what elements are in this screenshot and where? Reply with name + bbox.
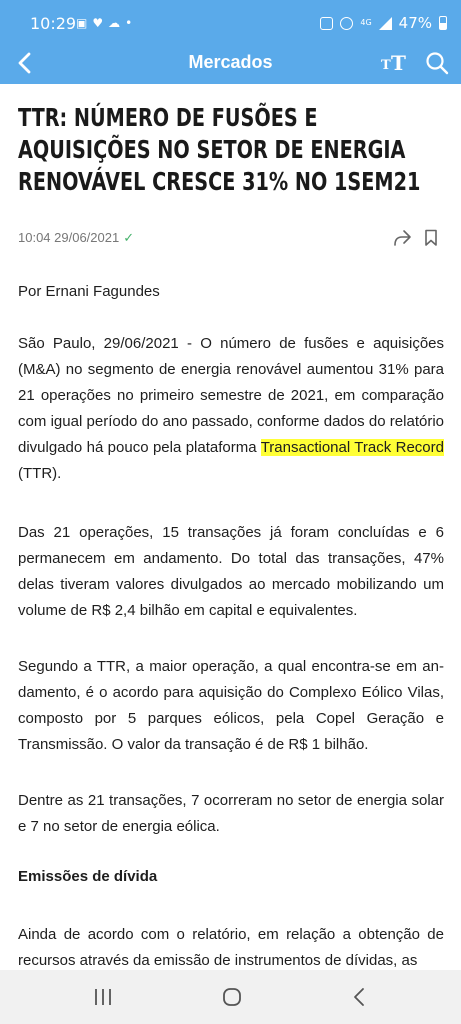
status-right-group <box>320 14 447 32</box>
article-byline: Por Ernani Fagundes <box>18 283 160 300</box>
app-bar-title: Mercados <box>188 52 273 72</box>
paragraph-1-end: (TTR). <box>18 465 62 482</box>
highlighted-term: Transactional Track Record <box>260 439 444 456</box>
article-paragraph-4: Dentre as 21 transações, 7 ocorreram no setor de energia solar e 7 no setor de energia eólica. <box>18 792 444 835</box>
article-paragraph-5: Ainda de acordo com o relatório, em relação a obtenção de recursos através da emissão de instrumentos de dívidas, as <box>18 926 444 969</box>
lock-icon <box>320 17 333 30</box>
status-time: 10:29 <box>30 14 77 33</box>
article-paragraph-1 <box>18 331 444 487</box>
check-icon: ✓ <box>123 230 135 245</box>
back-nav-icon[interactable] <box>352 987 366 1007</box>
article-paragraph-3: Segundo a TTR, a maior operação, a qual encontra-se em andamento, é o acordo para aquisição do Complexo Eólico Vilas, composto por 5 parques eólicos, pela Copel Geração e Transmissão. O valor da transação é de R$ 1 bilhão. <box>18 658 444 753</box>
article-headline: TTR: NÚMERO DE FUSÕES E AQUISIÇÕES NO SETOR DE ENERGIA RENOVÁVEL CRESCE 31% NO 1SEM21 <box>18 103 421 196</box>
app-bar <box>0 42 461 84</box>
font-size-icon[interactable]: T T <box>381 51 406 75</box>
search-icon[interactable] <box>424 50 450 76</box>
battery-icon <box>439 16 447 30</box>
share-icon[interactable] <box>392 229 412 247</box>
home-icon[interactable] <box>222 987 242 1007</box>
section-heading: Emissões de dívida <box>18 868 158 885</box>
alarm-icon <box>340 17 353 30</box>
network-label: 4G <box>360 18 372 27</box>
bookmark-icon[interactable] <box>424 229 438 247</box>
system-nav-bar <box>0 970 461 1024</box>
paragraph-1-start: São Paulo, 29/06/2021 - O número de fusões e aquisições (M&A) no segmento de energia renovável aumentou 31% para 21 operações no primeiro semestre de 2021, em comparação com igual período do ano passado, conforme dados do relatório divulgado há pouco pela plataforma <box>18 335 444 456</box>
status-bar <box>0 0 461 42</box>
article-paragraph-2: Das 21 operações, 15 transações já foram concluídas e 6 permanecem em andamento. Do total das transações, 47% delas tiveram valores divulgados ao mercado mobilizando um volume de R$ 2,4 bilhão em capital e equivalentes. <box>18 524 444 619</box>
recent-apps-icon[interactable] <box>92 988 114 1006</box>
notification-icons: ▣♥☁• <box>76 16 138 30</box>
article-timestamp: 10:04 29/06/2021 <box>18 230 120 245</box>
article-meta <box>18 230 134 246</box>
battery-percent: 47% <box>398 14 432 32</box>
signal-icon <box>379 17 392 30</box>
